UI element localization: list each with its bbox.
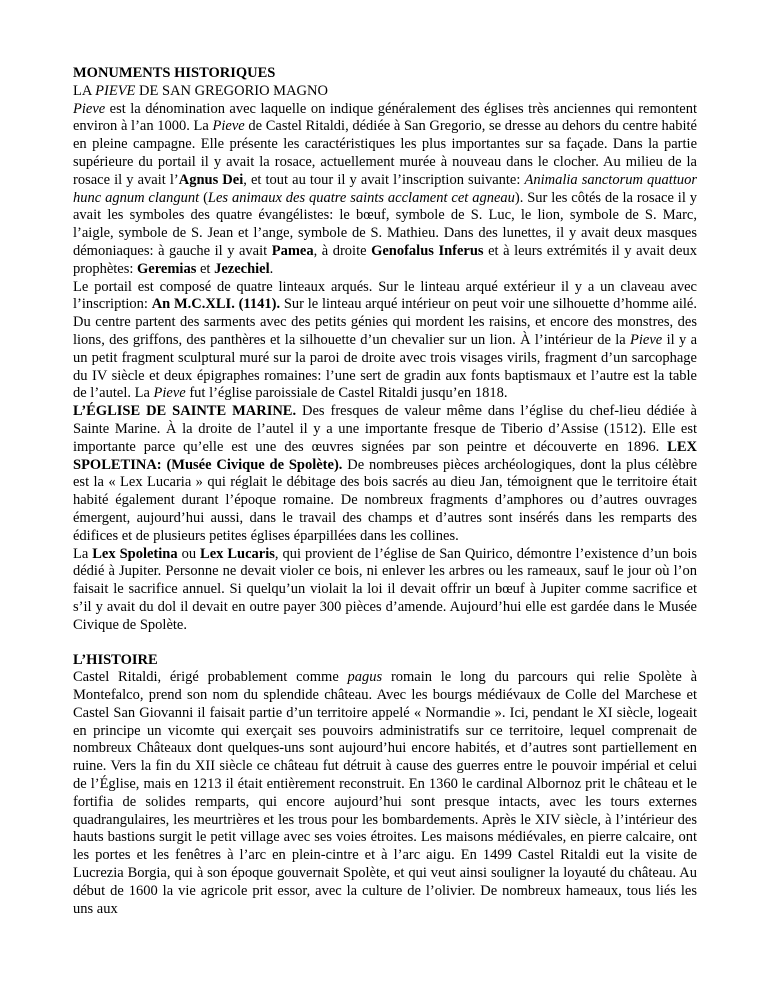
- text-run: est la dénomination avec laquelle on indique généralement des églises très anciennes qui remontent environ à l’an 1000. La: [73, 100, 697, 135]
- subheading-italic: PIEVE: [95, 82, 136, 99]
- text-italic: pagus: [347, 669, 383, 686]
- subheading-text: LA: [73, 82, 96, 99]
- paragraph-lex-spoletina: [73, 546, 697, 635]
- text-run: et à leurs extrémités il y avait deux prophètes:: [73, 242, 697, 277]
- text-run: de Castel Ritaldi, dédiée à San Gregorio, se dresse au dehors du centre habité en pleine campagne. Elle présente les caractéristiques les plus importantes sur sa façade. Dans la partie supérieure du portail il y avait la rosace, actuellement murée à nouveau dans le clocher. Au milieu de la rosace il y avait l’: [73, 118, 697, 188]
- text-bold: An M.C.XLI. (1141).: [151, 296, 281, 313]
- text-run: romain le long du parcours qui relie Spolète à Montefalco, prend son nom du splendide château. Avec les bourgs médiévaux de Colle del Marchese et Castel San Giovanni il faisait partie d’un territoire appelé « Normandie ». Ici, pendant le XI siècle, logeait en principe un vicomte qui exerçait ses pouvoirs administratifs sur ce territoire, lequel comprenait de nombreux Châteaux dont quelques-uns sont aujourd’hui encore habités, et d’autres sont partiellement en ruine. Vers la fin du XII siècle ce château fut détruit à cause des guerres entre le pouvoir impérial et celui de l’Église, mais en 1213 il était entièrement reconstruit. En 1360 le cardinal Albornoz prit le château et le fortifia de solides remparts, qui encore aujourd’hui sont presque intacts, avec les tours externes quadrangulaires, les meurtrières et les trous pour les bombardements. Après le XIV siècle, à l’intérieur des hauts bastions surgit le petit village avec ses voies étroites. Les maisons médiévales, en pierre calcaire, ont les portes et les fenêtres à l’arc en plein-cintre et à l’arc aigu. En 1499 Castel Ritaldi eut la visite de Lucrezia Borgia, qui à son époque gouvernait Spolète, et qui veut ainsi souligner la loyauté du château. Au début de 1600 la vie agricole prit essor, avec la culture de l’olivier. De nombreux hameaux, tous liés les uns aux: [73, 669, 697, 917]
- text-italic: Pieve: [212, 118, 245, 135]
- subheading-text-end: DE SAN GREGORIO MAGNO: [135, 82, 328, 99]
- inscription-translation: Les animaux des quatre saints acclament cet agneau: [207, 189, 515, 206]
- section-heading-monuments: MONUMENTS HISTORIQUES: [73, 65, 276, 81]
- text-run: ou: [177, 545, 201, 562]
- inline-heading: L’ÉGLISE DE SAINTE MARINE.: [73, 403, 297, 420]
- section-spacer: [73, 635, 697, 652]
- text-run: ). Sur les côtés de la rosace il y avait les symboles des quatre évangélistes: le bœuf, symbole de S. Luc, le lion, symbole de S. Marc, l’aigle, symbole de S. Jean et l’ange, symbole de S. Mathieu. Dans des lunettes, il y avait deux masques démoniaques: à gauche il y avait: [73, 189, 697, 259]
- subheading-pieve: [73, 83, 697, 101]
- text-run: , qui provient de l’église de San Quirico, démontre l’existence d’un bois dédié à Jupiter. Personne ne devait violer ce bois, ni enlever les arbres ou les rameaux, sauf le jour où l’on faisait le sacrifice annuel. Si quelqu’un violait la loi il devait offrir un bœuf à Jupiter comme sacrifice et s’il y avait du dol il devait en outre payer 300 pièces d’amende. Aujourd’hui elle est gardée dans le Musée Civique de Spolète.: [73, 545, 698, 633]
- text-run: et: [196, 260, 215, 277]
- inline-heading: LEX SPOLETINA: (Musée Civique de Spolète).: [73, 438, 697, 473]
- section-monuments: [73, 65, 697, 635]
- paragraph-pieve-intro: [73, 101, 697, 279]
- paragraph-sainte-marine: [73, 403, 697, 545]
- text-italic: Pieve: [630, 331, 663, 348]
- text-run: De nombreuses pièces archéologiques, dont la plus célèbre est la « Lex Lucaria » qui réglait le débitage des bois sacrés au dieu Jan, témoignent que le territoire était habité également durant l’époque romaine. De nombreux fragments d’amphores ou d’autres ouvrages émergent, aujourd’hui aussi, dans le travail des champs et d’autres sont insérés dans les remparts des édifices et de plusieurs petites églises éparpillées dans les collines.: [73, 456, 698, 544]
- section-heading-histoire: L’HISTOIRE: [73, 651, 158, 668]
- text-bold: Geremias: [137, 260, 197, 277]
- text-run: Le portail est composé de quatre linteaux arqués. Sur le linteau arqué extérieur il y a un claveau avec l’inscription:: [73, 278, 697, 313]
- document-page: [73, 65, 697, 918]
- text-run: il y a un petit fragment sculptural muré sur la paroi de droite avec trois visages virils, fragment d’un sarcophage du IV siècle et deux épigraphes romaines: l’une sert de gradin aux fonts baptismaux et l’autre est la table de l’autel. La: [73, 331, 698, 402]
- latin-inscription: Animalia sanctorum quattuor hunc agnum clangunt: [73, 171, 697, 206]
- paragraph-portail: [73, 279, 697, 404]
- text-run: (: [199, 189, 208, 206]
- section-histoire: [73, 652, 697, 919]
- paragraph-histoire: [73, 669, 697, 918]
- text-bold: Pamea: [271, 242, 314, 259]
- text-italic: Pieve: [153, 385, 186, 402]
- text-run: fut l’église paroissiale de Castel Ritaldi jusqu’en 1818.: [185, 385, 508, 402]
- text-bold: Lex Spoletina: [92, 545, 178, 562]
- text-bold: Agnus Dei: [178, 171, 244, 188]
- text-run: Castel Ritaldi, érigé probablement comme: [73, 669, 348, 686]
- text-run: La: [73, 545, 93, 562]
- text-run: , à droite: [313, 242, 372, 259]
- text-run: .: [269, 260, 274, 277]
- text-run: Des fresques de valeur même dans l’église du chef-lieu dédiée à Sainte Marine. À la droite de l’autel il y a une importante fresque de Tiberio d’Assise (1512). Elle est importante parce qu’elle est une des œuvres signées par son peintre et découverte en 1896.: [73, 403, 697, 455]
- text-italic: Pieve: [73, 100, 106, 117]
- text-bold: Lex Lucaris: [200, 545, 275, 562]
- text-bold: Genofalus Inferus: [371, 242, 484, 259]
- text-bold: Jezechiel: [214, 260, 270, 277]
- text-run: , et tout au tour il y avait l’inscription suivante:: [243, 171, 525, 188]
- text-run: Sur le linteau arqué intérieur on peut voir une silhouette d’homme ailé. Du centre partent des sarments avec des petits génies qui mordent les raisins, et encore des monstres, des lions, des griffons, des panthères et la silhouette d’un chevalier sur un lion. À l’intérieur de la: [73, 296, 697, 348]
